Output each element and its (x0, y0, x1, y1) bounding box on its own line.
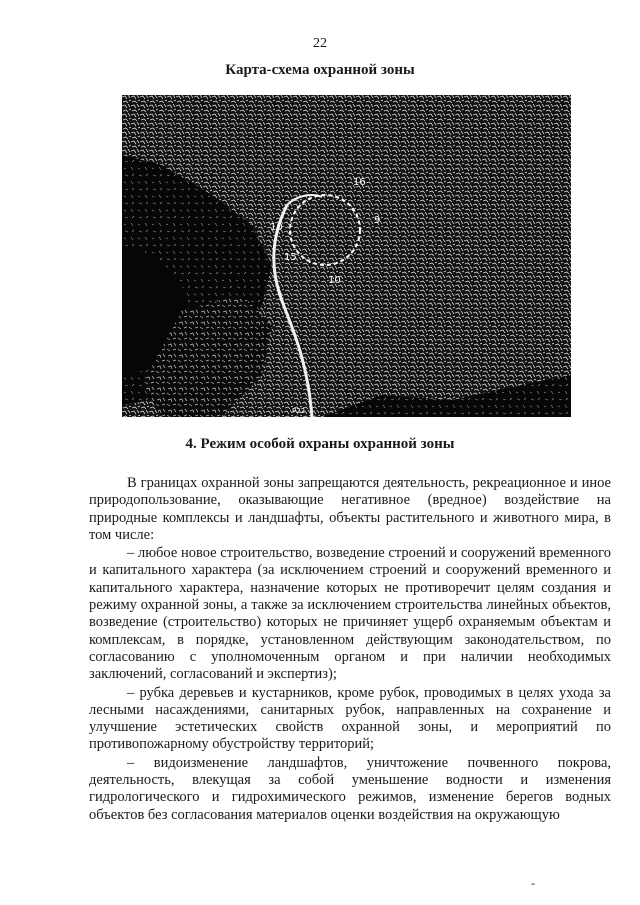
map-label: 16 (353, 177, 366, 188)
map-title: Карта-схема охранной зоны (225, 62, 415, 78)
paragraph-construction: – любое новое строительство, возведение строений и сооружений временного и капитального характера (за исключением строений и сооружений временного и капитального характера, назначение которых не противоречит целям создания и режиму охранной зоны, а также за исключением строительства линейных объектов, возведение (строительство) которых не причиняет ущерб охраняемым объектам и комплексам, в порядке, установленном действующим законодательством, по согласованию с уполномоченным органом и при наличии необходимых заключений, согласований и экспертиз); (89, 545, 611, 683)
paragraph-intro: В границах охранной зоны запрещаются деятельность, рекреационное и иное природопользование, оказывающие негативное (вредное) воздействие на природные комплексы и ландшафты, объекты растительного и животного мира, в том числе: (89, 475, 611, 543)
satellite-map (122, 95, 571, 417)
section-heading: 4. Режим особой охраны охранной зоны (185, 436, 455, 452)
map-image (122, 95, 571, 417)
page-number: 22 (313, 36, 327, 51)
map-label: 9 (374, 215, 381, 226)
paragraph-logging: – рубка деревьев и кустарников, кроме рубок, проводимых в целях ухода за лесными насаждениями, санитарных рубок, направленных на сохранение и улучшение эстетических свойств охранной зоны, и мероприятий по противопожарному обустройству территорий; (89, 684, 611, 753)
road-label: Р22 (292, 407, 306, 415)
map-label: 10 (270, 222, 283, 233)
paragraph-landscape: – видоизменение ландшафтов, уничтожение почвенного покрова, деятельность, влекущая за собой уменьшение водности и изменения гидрологического и гидрохимического режимов, изменение берегов водных объектов без согласования материалов оценки воздействия на окружающую (89, 754, 611, 823)
map-label: 10 (328, 275, 341, 286)
map-label: 15 (284, 252, 297, 263)
body-text (89, 475, 611, 825)
corner-mark: - (531, 876, 535, 890)
